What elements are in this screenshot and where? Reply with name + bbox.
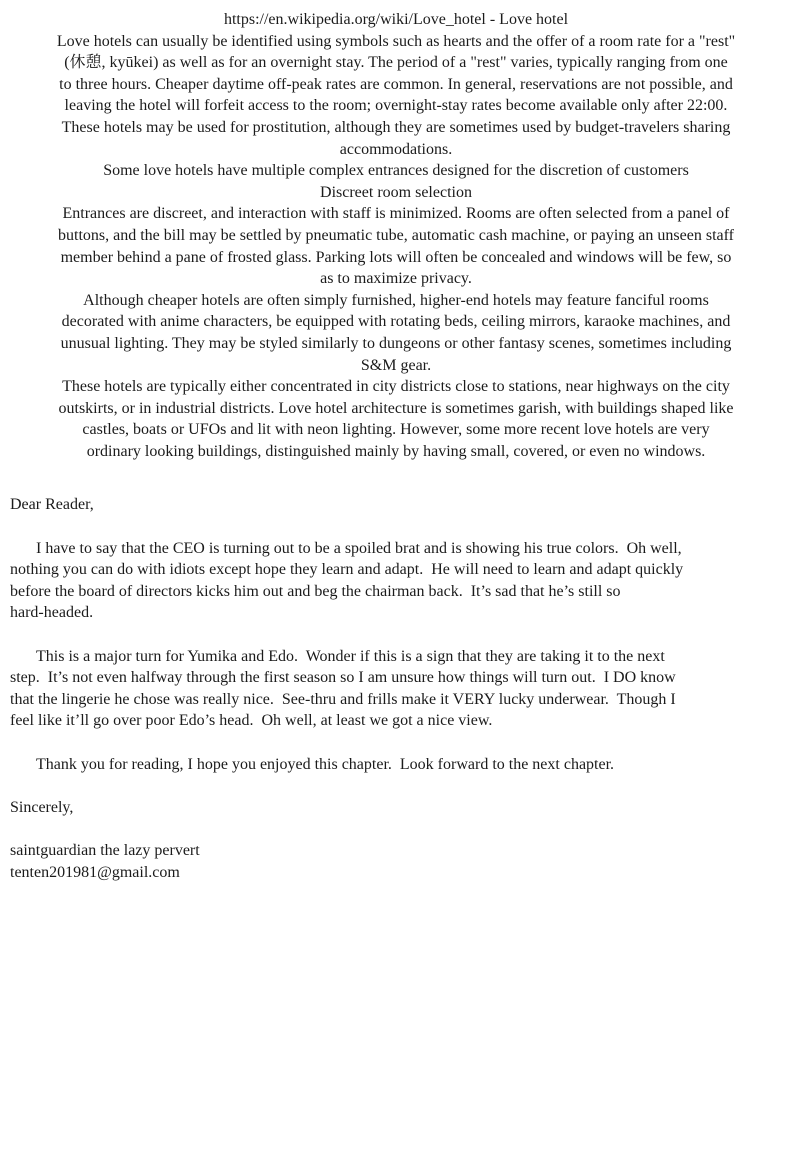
- text-line: hard-headed.: [10, 604, 94, 622]
- reader-letter-section: [0, 494, 792, 883]
- text-line: buttons, and the bill may be settled by pneumatic tube, automatic cash machine, or paying an unseen staff: [58, 226, 734, 244]
- letter-paragraph-ceo: [10, 538, 782, 624]
- wiki-paragraph-locations: [0, 376, 792, 462]
- text-line: step. It’s not even halfway through the first season so I am unsure how things will turn out. I DO know: [10, 669, 676, 687]
- signature-name: saintguardian the lazy pervert: [10, 841, 200, 859]
- text-line: feel like it’ll go over poor Edo’s head. Oh well, at least we got a nice view.: [10, 712, 493, 730]
- wiki-paragraph-identification: [0, 31, 792, 161]
- wiki-paragraph-room-features: [0, 290, 792, 376]
- text-line: (休憩, kyūkei) as well as for an overnight stay. The period of a "rest" varies, typically ranging from one: [64, 54, 728, 72]
- text-line: leaving the hotel will forfeit access to the room; overnight-stay rates become available only after 22:00.: [64, 97, 728, 115]
- text-line: Thank you for reading, I hope you enjoyed this chapter. Look forward to the next chapter.: [10, 755, 615, 773]
- letter-paragraph-yumika-edo: [10, 646, 782, 732]
- text-line: Some love hotels have multiple complex entrances designed for the discretion of customers: [103, 162, 689, 180]
- text-line: decorated with anime characters, be equipped with rotating beds, ceiling mirrors, karaoke machines, and: [61, 313, 731, 331]
- wiki-heading-discreet-room-selection: [0, 182, 792, 204]
- signature-email: tenten201981@gmail.com: [10, 863, 180, 881]
- letter-closing: Sincerely,: [10, 798, 74, 816]
- text-line: castles, boats or UFOs and lit with neon lighting. However, some more recent love hotels are very: [82, 421, 710, 439]
- wiki-paragraph-entrances-note: [0, 160, 792, 182]
- text-line: member behind a pane of frosted glass. Parking lots will often be concealed and windows will be few, so: [60, 248, 732, 266]
- text-line: These hotels may be used for prostitution, although they are sometimes used by budget-travelers sharing: [61, 118, 731, 136]
- text-line: I have to say that the CEO is turning out to be a spoiled brat and is showing his true colors. Oh well,: [10, 539, 682, 557]
- letter-salutation: Dear Reader,: [10, 496, 94, 514]
- text-line: outskirts, or in industrial districts. Love hotel architecture is sometimes garish, with buildings shaped like: [58, 399, 734, 417]
- text-line: Although cheaper hotels are often simply furnished, higher-end hotels may feature fanciful rooms: [83, 291, 709, 309]
- text-line: accommodations.: [339, 140, 453, 158]
- text-line: This is a major turn for Yumika and Edo. Wonder if this is a sign that they are taking it to the next: [10, 647, 665, 665]
- text-line: Entrances are discreet, and interaction with staff is minimized. Rooms are often selected from a panel of: [62, 205, 730, 223]
- source-url-title: https://en.wikipedia.org/wiki/Love_hotel - Love hotel: [223, 11, 569, 28]
- text-line: that the lingerie he chose was really nice. See-thru and frills make it VERY lucky underwear. Though I: [10, 690, 676, 708]
- letter-paragraph-thanks: [10, 754, 782, 776]
- text-line: Love hotels can usually be identified using symbols such as hearts and the offer of a room rate for a "rest": [56, 32, 736, 50]
- wiki-excerpt-section: [0, 9, 792, 462]
- text-line: unusual lighting. They may be styled similarly to dungeons or other fantasy scenes, sometimes including: [60, 334, 732, 352]
- text-line: to three hours. Cheaper daytime off-peak rates are common. In general, reservations are not possible, and: [59, 75, 733, 93]
- text-line: nothing you can do with idiots except hope they learn and adapt. He will need to learn and adapt quickly: [10, 561, 684, 579]
- text-line: ordinary looking buildings, distinguished mainly by having small, covered, or even no windows.: [86, 442, 706, 460]
- wiki-paragraph-discreet-entrances: [0, 203, 792, 289]
- text-line: Discreet room selection: [320, 183, 472, 201]
- text-line: before the board of directors kicks him out and beg the chairman back. It’s sad that he’s still so: [10, 582, 621, 600]
- text-line: S&M gear.: [360, 356, 432, 374]
- text-line: as to maximize privacy.: [320, 270, 472, 288]
- text-line: These hotels are typically either concentrated in city districts close to stations, near highways on the city: [62, 378, 730, 396]
